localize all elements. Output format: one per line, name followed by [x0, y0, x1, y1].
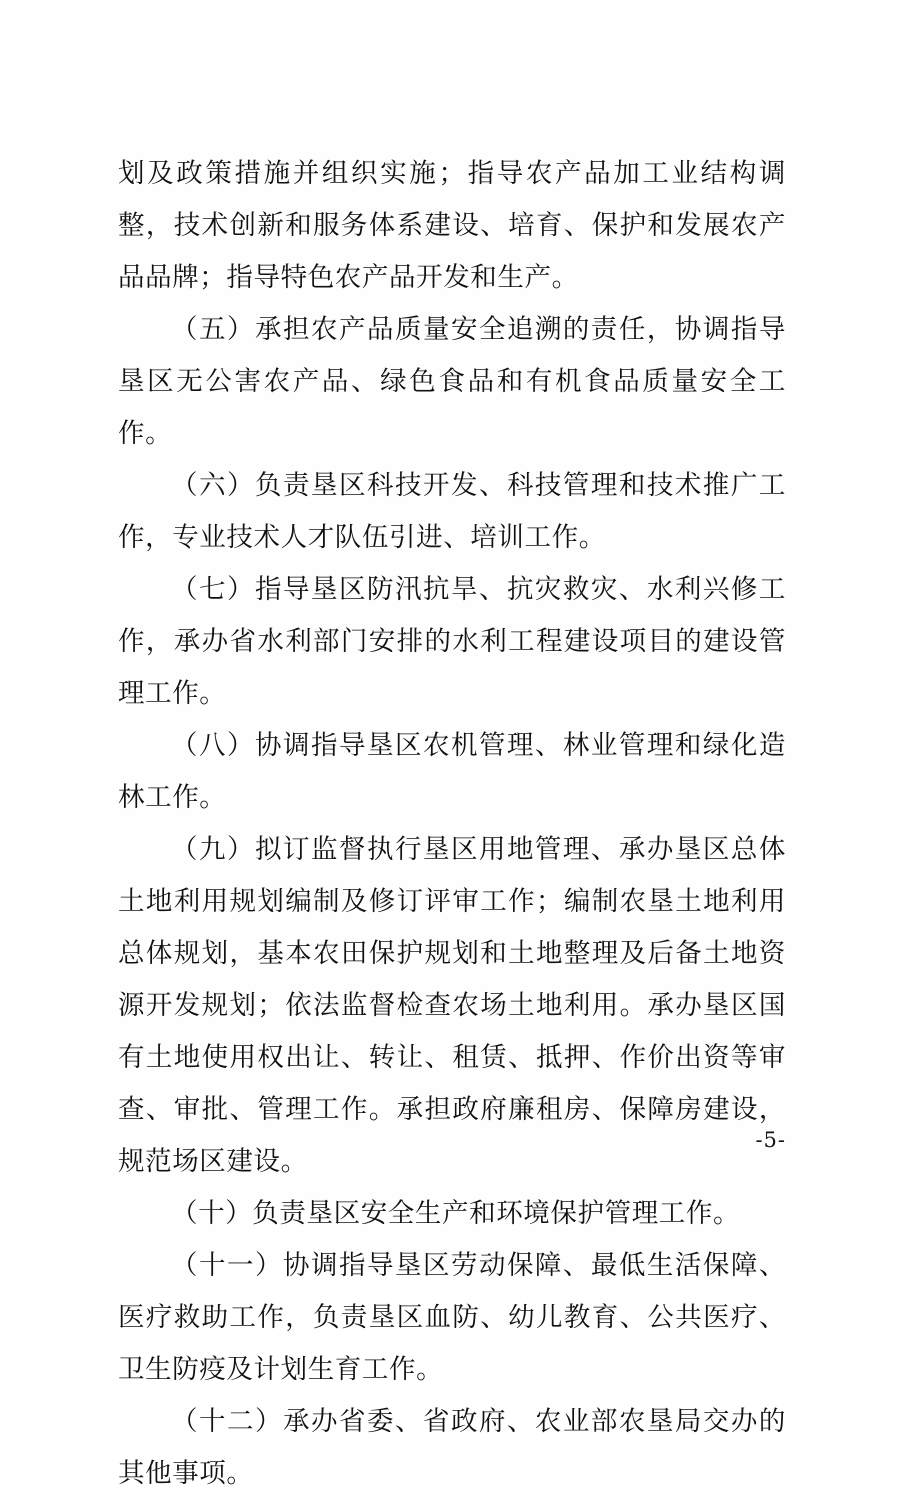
paragraph-item-8: （八）协调指导垦区农机管理、林业管理和绿化造林工作。 — [118, 730, 786, 813]
document-body — [118, 148, 786, 1500]
paragraph-item-9: （九）拟订监督执行垦区用地管理、承办垦区总体土地利用规划编制及修订评审工作；编制农垦土地利用总体规划，基本农田保护规划和土地整理及后备土地资源开发规划；依法监督检查农场土地利用。承办垦区国有土地使用权出让、转让、租赁、抵押、作价出资等审查、审批、管理工作。承担政府廉租房、保障房建设，规范场区建设。 — [118, 834, 786, 1177]
paragraph-item-5: （五）承担农产品质量安全追溯的责任，协调指导垦区无公害农产品、绿色食品和有机食品质量安全工作。 — [118, 314, 786, 449]
paragraph-item-11: （十一）协调指导垦区劳动保障、最低生活保障、医疗救助工作，负责垦区血防、幼儿教育、公共医疗、卫生防疫及计划生育工作。 — [118, 1250, 786, 1385]
paragraph-continued: 划及政策措施并组织实施；指导农产品加工业结构调整，技术创新和服务体系建设、培育、保护和发展农产品品牌；指导特色农产品开发和生产。 — [118, 158, 786, 293]
paragraph-item-10: （十）负责垦区安全生产和环境保护管理工作。 — [171, 1198, 741, 1229]
paragraph-item-12: （十二）承办省委、省政府、农业部农垦局交办的其他事项。 — [118, 1406, 786, 1489]
page-number: -5- — [755, 1128, 786, 1152]
paragraph-item-7: （七）指导垦区防汛抗旱、抗灾救灾、水利兴修工作，承办省水利部门安排的水利工程建设项目的建设管理工作。 — [118, 574, 786, 709]
paragraph-item-6: （六）负责垦区科技开发、科技管理和技术推广工作，专业技术人才队伍引进、培训工作。 — [118, 470, 786, 553]
